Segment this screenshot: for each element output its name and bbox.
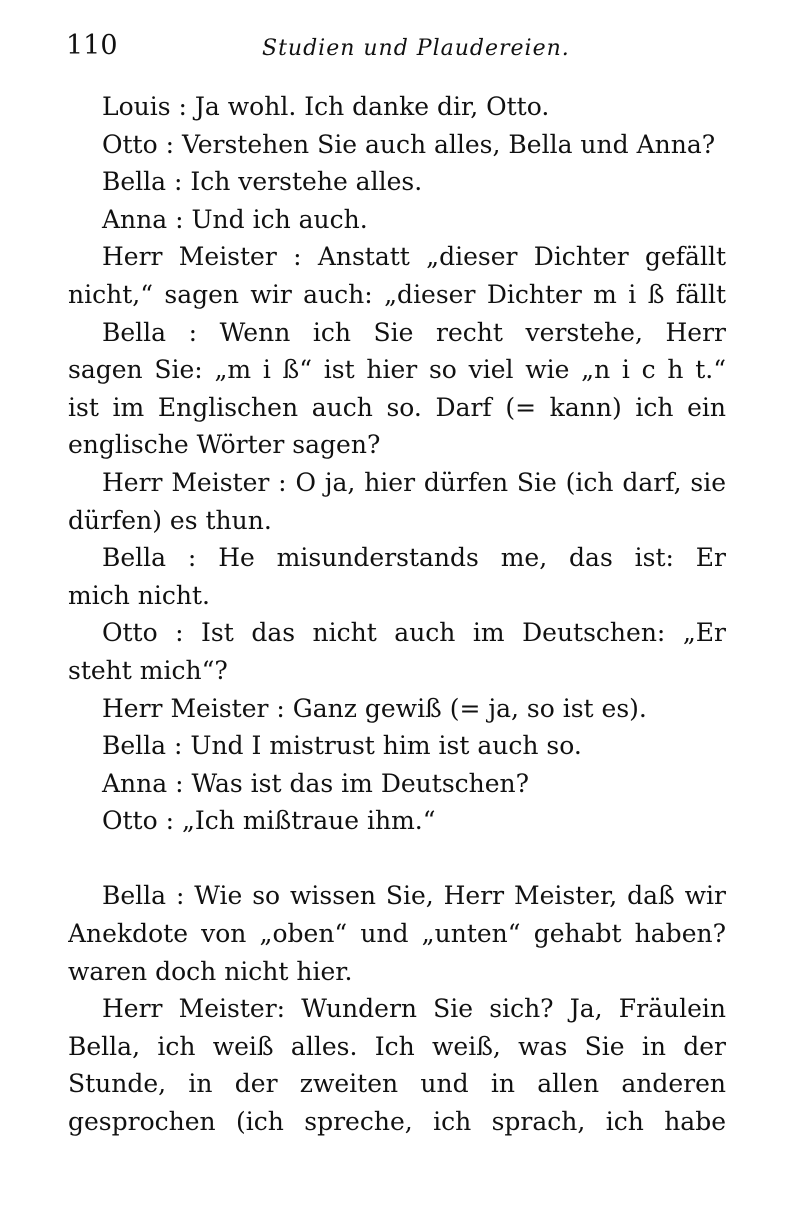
text-line: Herr Meister : Ganz gewiß (= ja, so ist es). xyxy=(102,693,647,723)
text-line: Otto : Ist das nicht auch im Deutschen: „Er xyxy=(102,618,726,648)
text-line: dürfen) es thun. xyxy=(68,505,272,535)
page-number: 110 xyxy=(66,30,118,61)
text-line: Louis : Ja wohl. Ich danke dir, Otto. xyxy=(102,92,550,121)
text-line: Herr Meister : Anstatt „dieser Dichter gefällt xyxy=(102,242,726,272)
paragraph-gap xyxy=(68,840,726,878)
text-line: Herr Meister : O ja, hier dürfen Sie (ich darf, sie xyxy=(102,467,726,497)
text-line: Anna : Was ist das im Deutschen? xyxy=(102,768,530,798)
text-line: sagen Sie: „m i ß“ ist hier so viel wie „n i c h t.“ xyxy=(68,355,726,385)
text-line: Bella : Wenn ich Sie recht verstehe, Herr xyxy=(102,317,726,347)
text-line: Stunde, in der zweiten und in allen anderen xyxy=(68,1069,726,1099)
text-line: Anna : Und ich auch. xyxy=(102,204,368,234)
text-line: Bella : Ich verstehe alles. xyxy=(102,167,423,197)
text-line: Anekdote von „oben“ und „unten“ gehabt haben? xyxy=(68,919,726,949)
text-line: steht mich“? xyxy=(68,655,228,685)
text-line: Otto : Verstehen Sie auch alles, Bella und Anna? xyxy=(102,129,716,159)
text-line: gesprochen (ich spreche, ich sprach, ich habe xyxy=(68,1107,726,1137)
text-line: Herr Meister: Wundern Sie sich? Ja, Fräulein xyxy=(102,994,726,1024)
page-header xyxy=(66,30,726,70)
running-title: Studien und Plaudereien. xyxy=(262,36,570,61)
dialogue-text xyxy=(68,88,726,1141)
text-line: Bella : Wie so wissen Sie, Herr Meister, daß wir xyxy=(102,881,726,911)
text-line: waren doch nicht hier. xyxy=(68,956,353,986)
text-line: ist im Englischen auch so. Darf (= kann) ich ein xyxy=(68,392,726,422)
text-line: Otto : „Ich mißtraue ihm.“ xyxy=(102,806,436,836)
text-line: Bella, ich weiß alles. Ich weiß, was Sie in der xyxy=(68,1031,726,1061)
text-line: mich nicht. xyxy=(68,580,210,610)
text-line: englische Wörter sagen? xyxy=(68,430,381,460)
text-line: Bella : He misunderstands me, das ist: Er xyxy=(102,543,726,573)
text-line: nicht,“ sagen wir auch: „dieser Dichter m i ß fällt xyxy=(68,279,726,309)
text-line: Bella : Und I mistrust him ist auch so. xyxy=(102,731,582,761)
